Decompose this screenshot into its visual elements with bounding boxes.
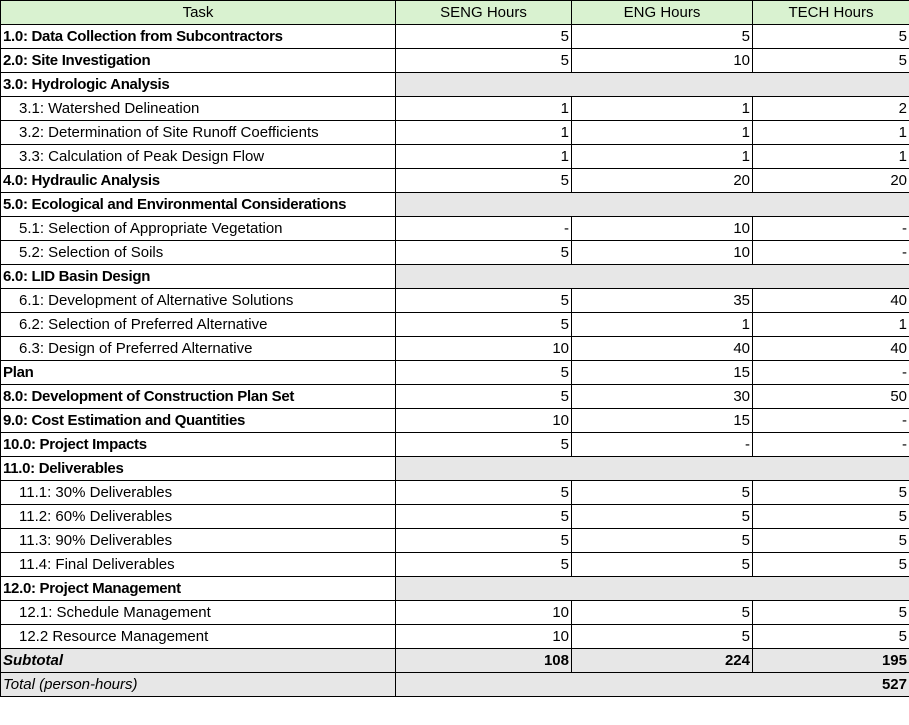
- seng-hours-cell: 5: [396, 289, 572, 313]
- group-spacer-cell: [396, 193, 909, 217]
- task-cell: 5.2: Selection of Soils: [1, 241, 396, 265]
- eng-hours-cell: 20: [572, 169, 753, 193]
- eng-hours-cell: -: [572, 433, 753, 457]
- task-cell: 11.3: 90% Deliverables: [1, 529, 396, 553]
- group-spacer-cell: [396, 265, 909, 289]
- table-row: [1, 577, 909, 601]
- seng-hours-cell: 5: [396, 313, 572, 337]
- table-row: [1, 265, 909, 289]
- tech-hours-cell: 40: [753, 337, 909, 361]
- tech-hours-cell: 40: [753, 289, 909, 313]
- eng-hours-cell: 10: [572, 241, 753, 265]
- table-row: [1, 457, 909, 481]
- table-row: [1, 193, 909, 217]
- table-row: [1, 505, 909, 529]
- table-row: [1, 25, 909, 49]
- tech-hours-cell: -: [753, 433, 909, 457]
- task-cell: 12.0: Project Management: [1, 577, 396, 601]
- subtotal-label: Subtotal: [1, 649, 396, 673]
- group-spacer-cell: [396, 73, 909, 97]
- total-value: 527: [396, 673, 909, 697]
- seng-hours-cell: 5: [396, 505, 572, 529]
- tech-hours-cell: 5: [753, 625, 909, 649]
- table-row: [1, 481, 909, 505]
- task-cell: 6.2: Selection of Preferred Alternative: [1, 313, 396, 337]
- group-spacer-cell: [396, 577, 909, 601]
- eng-hours-cell: 1: [572, 145, 753, 169]
- subtotal-seng: 108: [396, 649, 572, 673]
- task-cell: 12.1: Schedule Management: [1, 601, 396, 625]
- tech-hours-cell: 20: [753, 169, 909, 193]
- tech-hours-cell: -: [753, 241, 909, 265]
- eng-hours-cell: 10: [572, 49, 753, 73]
- eng-hours-cell: 30: [572, 385, 753, 409]
- tech-hours-cell: 2: [753, 97, 909, 121]
- header-row: [1, 1, 909, 25]
- task-cell: 11.1: 30% Deliverables: [1, 481, 396, 505]
- subtotal-eng: 224: [572, 649, 753, 673]
- table-row: [1, 529, 909, 553]
- task-cell: 11.4: Final Deliverables: [1, 553, 396, 577]
- table-row: [1, 313, 909, 337]
- task-cell: 10.0: Project Impacts: [1, 433, 396, 457]
- seng-hours-cell: 5: [396, 169, 572, 193]
- eng-hours-cell: 1: [572, 313, 753, 337]
- task-cell: 1.0: Data Collection from Subcontractors: [1, 25, 396, 49]
- task-cell: 3.2: Determination of Site Runoff Coefficients: [1, 121, 396, 145]
- eng-hours-cell: 15: [572, 361, 753, 385]
- table-row: [1, 625, 909, 649]
- eng-hours-cell: 15: [572, 409, 753, 433]
- seng-hours-cell: 5: [396, 49, 572, 73]
- task-cell: 11.2: 60% Deliverables: [1, 505, 396, 529]
- tech-hours-cell: 5: [753, 505, 909, 529]
- seng-hours-cell: 5: [396, 529, 572, 553]
- table-row: [1, 97, 909, 121]
- seng-hours-cell: 10: [396, 601, 572, 625]
- task-cell: 4.0: Hydraulic Analysis: [1, 169, 396, 193]
- task-cell: 3.3: Calculation of Peak Design Flow: [1, 145, 396, 169]
- tech-hours-cell: 5: [753, 49, 909, 73]
- seng-hours-cell: 1: [396, 145, 572, 169]
- seng-hours-cell: 10: [396, 625, 572, 649]
- task-cell: 3.0: Hydrologic Analysis: [1, 73, 396, 97]
- table-row: [1, 385, 909, 409]
- task-cell: 9.0: Cost Estimation and Quantities: [1, 409, 396, 433]
- eng-hours-cell: 40: [572, 337, 753, 361]
- table-row: [1, 337, 909, 361]
- header-tech-hours: TECH Hours: [753, 1, 909, 25]
- seng-hours-cell: 1: [396, 121, 572, 145]
- tech-hours-cell: 1: [753, 313, 909, 337]
- header-task: Task: [1, 1, 396, 25]
- table-row: [1, 169, 909, 193]
- tech-hours-cell: -: [753, 361, 909, 385]
- table-row: [1, 361, 909, 385]
- task-cell: 2.0: Site Investigation: [1, 49, 396, 73]
- table-row: [1, 121, 909, 145]
- seng-hours-cell: 10: [396, 409, 572, 433]
- table-row: [1, 145, 909, 169]
- eng-hours-cell: 1: [572, 121, 753, 145]
- tech-hours-cell: 5: [753, 553, 909, 577]
- tech-hours-cell: 5: [753, 529, 909, 553]
- eng-hours-cell: 5: [572, 553, 753, 577]
- seng-hours-cell: 5: [396, 385, 572, 409]
- eng-hours-cell: 35: [572, 289, 753, 313]
- task-cell: 6.0: LID Basin Design: [1, 265, 396, 289]
- seng-hours-cell: 5: [396, 241, 572, 265]
- table-row: [1, 409, 909, 433]
- table-row: [1, 289, 909, 313]
- task-cell: 5.0: Ecological and Environmental Considerations: [1, 193, 396, 217]
- seng-hours-cell: 5: [396, 25, 572, 49]
- eng-hours-cell: 1: [572, 97, 753, 121]
- table-body: [1, 25, 909, 649]
- eng-hours-cell: 5: [572, 625, 753, 649]
- table-row: [1, 433, 909, 457]
- seng-hours-cell: -: [396, 217, 572, 241]
- task-cell: 6.1: Development of Alternative Solutions: [1, 289, 396, 313]
- table-row: [1, 217, 909, 241]
- table-row: [1, 241, 909, 265]
- table-row: [1, 601, 909, 625]
- seng-hours-cell: 5: [396, 433, 572, 457]
- eng-hours-cell: 5: [572, 601, 753, 625]
- subtotal-tech: 195: [753, 649, 909, 673]
- seng-hours-cell: 5: [396, 553, 572, 577]
- tech-hours-cell: 1: [753, 145, 909, 169]
- tech-hours-cell: -: [753, 217, 909, 241]
- tech-hours-cell: 5: [753, 601, 909, 625]
- eng-hours-cell: 5: [572, 25, 753, 49]
- header-eng-hours: ENG Hours: [572, 1, 753, 25]
- total-label: Total (person-hours): [1, 673, 396, 697]
- header-seng-hours: SENG Hours: [396, 1, 572, 25]
- task-cell: 3.1: Watershed Delineation: [1, 97, 396, 121]
- eng-hours-cell: 5: [572, 529, 753, 553]
- total-row: [1, 673, 909, 697]
- tech-hours-cell: 5: [753, 481, 909, 505]
- table-row: [1, 73, 909, 97]
- table-row: [1, 49, 909, 73]
- task-cell: 11.0: Deliverables: [1, 457, 396, 481]
- eng-hours-cell: 5: [572, 481, 753, 505]
- seng-hours-cell: 5: [396, 481, 572, 505]
- task-cell: 6.3: Design of Preferred Alternative: [1, 337, 396, 361]
- seng-hours-cell: 5: [396, 361, 572, 385]
- table-row: [1, 553, 909, 577]
- seng-hours-cell: 10: [396, 337, 572, 361]
- task-cell: 5.1: Selection of Appropriate Vegetation: [1, 217, 396, 241]
- group-spacer-cell: [396, 457, 909, 481]
- tech-hours-cell: -: [753, 409, 909, 433]
- task-cell: 12.2 Resource Management: [1, 625, 396, 649]
- seng-hours-cell: 1: [396, 97, 572, 121]
- tech-hours-cell: 1: [753, 121, 909, 145]
- subtotal-row: [1, 649, 909, 673]
- eng-hours-cell: 10: [572, 217, 753, 241]
- task-cell: 8.0: Development of Construction Plan Set: [1, 385, 396, 409]
- tech-hours-cell: 50: [753, 385, 909, 409]
- task-cell: Plan: [1, 361, 396, 385]
- tech-hours-cell: 5: [753, 25, 909, 49]
- eng-hours-cell: 5: [572, 505, 753, 529]
